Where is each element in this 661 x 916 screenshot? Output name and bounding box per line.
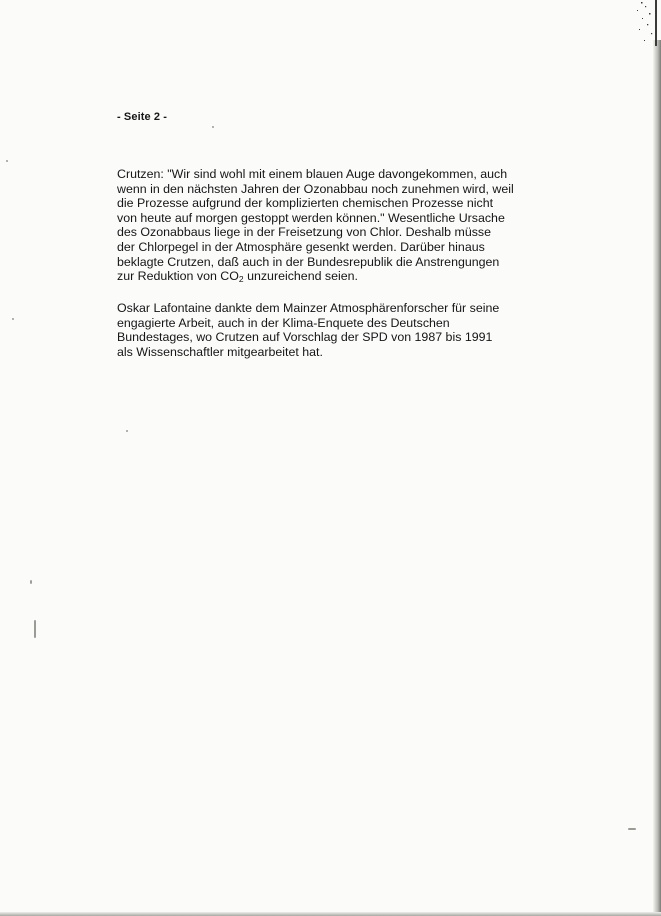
paragraph-lafontaine [117, 301, 537, 359]
scan-speck [212, 126, 214, 128]
text-line: von heute auf morgen gestoppt werden können." Wesentliche Ursache [117, 210, 505, 225]
text-line: des Ozonabbaus liege in der Freisetzung von Chlor. Deshalb müsse [117, 225, 491, 240]
text-line: die Prozesse aufgrund der komplizierten chemischen Prozesse nicht [117, 196, 494, 211]
text-line-part: zur Reduktion von CO [117, 269, 239, 284]
text-line: engagierte Arbeit, auch in der Klima-Enquete des Deutschen [117, 315, 450, 330]
scan-shadow-bottom-edge [0, 912, 661, 916]
scan-speck [34, 620, 36, 638]
text-line: wenn in den nächsten Jahren der Ozonabbau noch zunehmen wird, weil [117, 181, 514, 196]
text-line: als Wissenschaftler mitgearbeitet hat. [117, 344, 323, 359]
scan-speck [126, 430, 128, 432]
scan-noise-corner [611, 0, 661, 48]
text-line: Oskar Lafontaine dankte dem Mainzer Atmosphärenforscher für seine [117, 301, 500, 315]
co2-subscript: 2 [238, 274, 244, 285]
scan-shadow-right-edge [653, 40, 661, 916]
paragraph-crutzen-quote [117, 167, 537, 284]
page-number: - Seite 2 - [117, 111, 168, 123]
scan-speck [12, 318, 14, 320]
scan-speck [628, 828, 636, 830]
text-line: beklagte Crutzen, daß auch in der Bundesrepublik die Anstrengungen [117, 254, 500, 269]
scan-speck [30, 580, 32, 584]
text-line: Crutzen: "Wir sind wohl mit einem blauen Auge davongekommen, auch [117, 167, 508, 181]
text-line: Bundestages, wo Crutzen auf Vorschlag der SPD von 1987 bis 1991 [117, 330, 493, 345]
scan-speck [6, 160, 8, 162]
text-line-part: unzureichend seien. [243, 269, 358, 284]
text-line-co2 [117, 269, 537, 284]
text-line: der Chlorpegel in der Atmosphäre gesenkt werden. Darüber hinaus [117, 239, 485, 254]
